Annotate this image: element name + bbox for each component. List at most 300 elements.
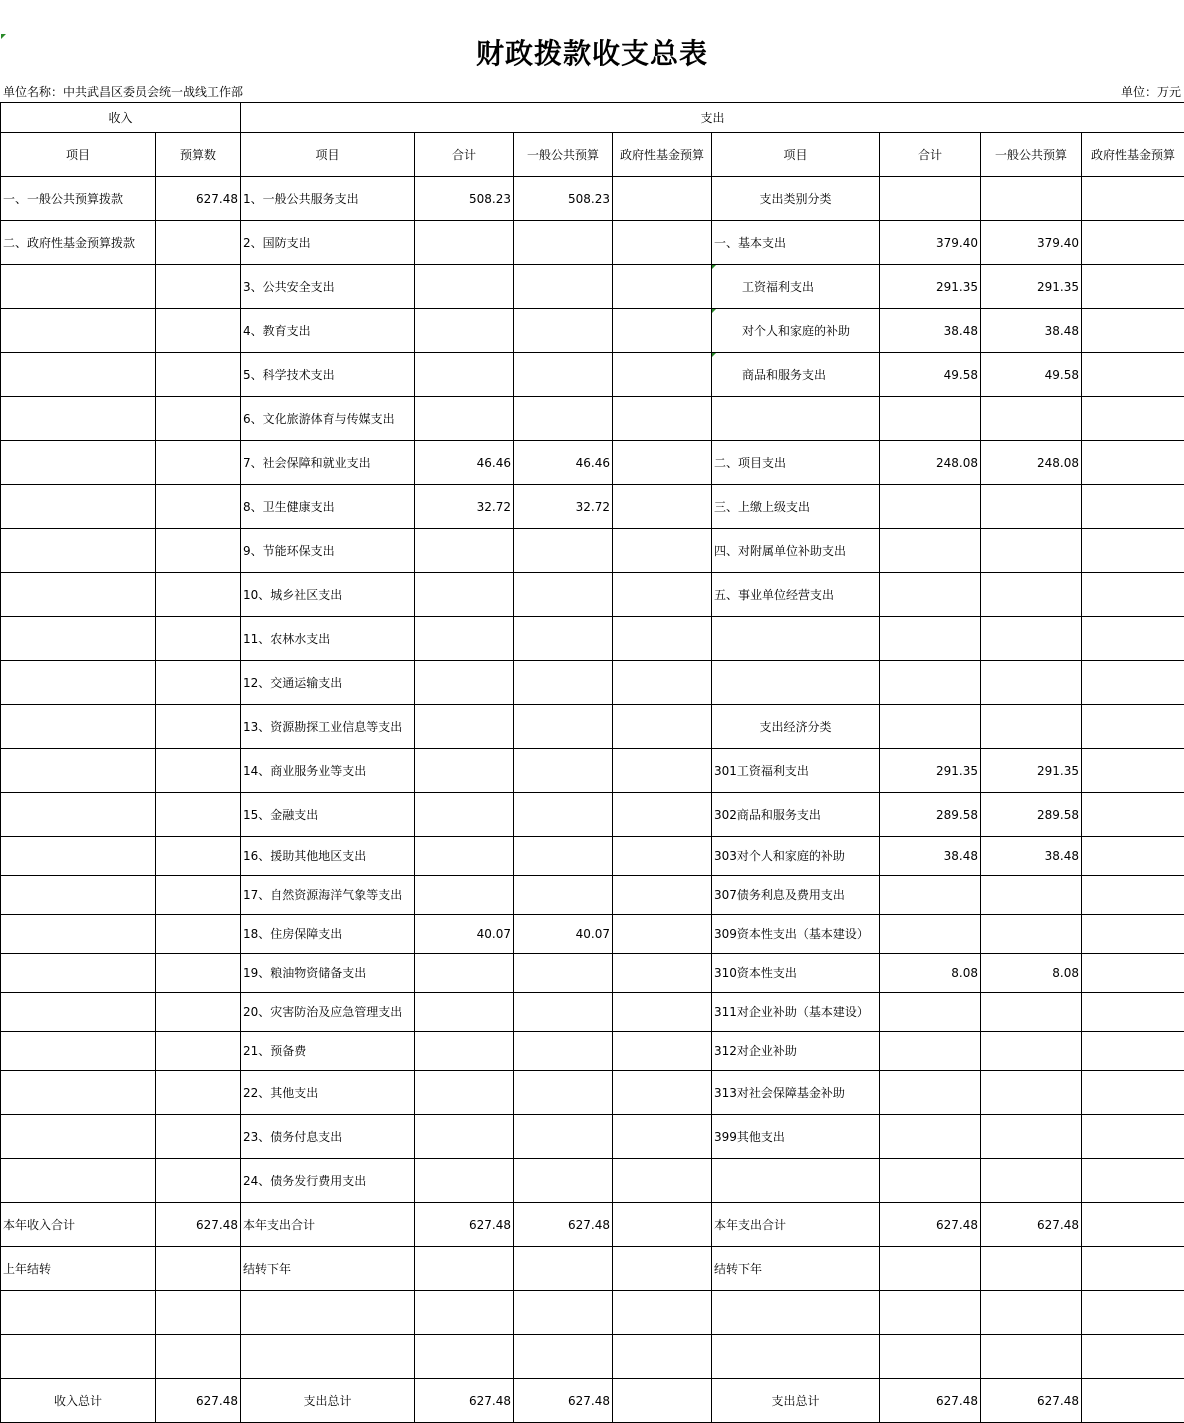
cell-marker-icon [712, 353, 716, 357]
class-fund-header: 政府性基金预算 [1082, 133, 1184, 177]
income-budget-cell [156, 1247, 241, 1291]
expense-total-cell [415, 573, 514, 617]
class-fund-cell [1082, 915, 1184, 954]
income-budget-cell [156, 749, 241, 793]
income-item-cell: 收入总计 [1, 1379, 156, 1423]
income-budget-cell: 627.48 [156, 1379, 241, 1423]
income-item-cell [1, 1032, 156, 1071]
class-total-cell: 38.48 [880, 309, 981, 353]
class-item-cell: 309资本性支出（基本建设） [712, 915, 880, 954]
class-general-cell [981, 993, 1082, 1032]
class-fund-cell [1082, 1335, 1184, 1379]
expense-total-cell [415, 1115, 514, 1159]
class-fund-cell [1082, 1115, 1184, 1159]
income-budget-cell [156, 397, 241, 441]
expense-total-cell: 40.07 [415, 915, 514, 954]
class-general-cell [981, 705, 1082, 749]
table-row [1, 1335, 1184, 1379]
class-general-cell: 8.08 [981, 954, 1082, 993]
class-item-cell: 二、项目支出 [712, 441, 880, 485]
income-item-cell [1, 529, 156, 573]
class-fund-cell [1082, 221, 1184, 265]
expense-item-cell: 22、其他支出 [241, 1071, 415, 1115]
expense-total-cell [415, 661, 514, 705]
class-total-cell [880, 529, 981, 573]
class-total-cell [880, 1032, 981, 1071]
income-header: 收入 [1, 103, 241, 133]
expense-fund-cell [613, 661, 712, 705]
expense-item-cell: 6、文化旅游体育与传媒支出 [241, 397, 415, 441]
expense-general-cell [514, 1291, 613, 1335]
income-budget-cell [156, 1159, 241, 1203]
table-row [1, 397, 1184, 441]
expense-fund-header: 政府性基金预算 [613, 133, 712, 177]
class-total-cell: 248.08 [880, 441, 981, 485]
income-item-cell [1, 573, 156, 617]
expense-general-cell [514, 353, 613, 397]
class-total-cell [880, 1247, 981, 1291]
class-total-cell: 38.48 [880, 837, 981, 876]
expense-general-cell [514, 1247, 613, 1291]
expense-total-cell: 627.48 [415, 1203, 514, 1247]
class-item-cell [712, 617, 880, 661]
expense-total-cell [415, 617, 514, 661]
class-total-cell [880, 876, 981, 915]
class-general-cell [981, 177, 1082, 221]
expense-item-cell: 13、资源勘探工业信息等支出 [241, 705, 415, 749]
class-general-cell [981, 485, 1082, 529]
class-general-cell [981, 1032, 1082, 1071]
class-item-cell: 一、基本支出 [712, 221, 880, 265]
class-general-cell [981, 1247, 1082, 1291]
class-general-cell [981, 573, 1082, 617]
expense-total-cell [415, 793, 514, 837]
income-budget-cell [156, 485, 241, 529]
table-row [1, 993, 1184, 1032]
expense-total-cell: 46.46 [415, 441, 514, 485]
expense-fund-cell [613, 1291, 712, 1335]
expense-total-cell [415, 353, 514, 397]
table-row [1, 837, 1184, 876]
class-fund-cell [1082, 353, 1184, 397]
expense-item-cell: 3、公共安全支出 [241, 265, 415, 309]
income-item-cell [1, 1291, 156, 1335]
expense-general-cell [514, 661, 613, 705]
class-total-cell [880, 1159, 981, 1203]
expense-item-cell: 10、城乡社区支出 [241, 573, 415, 617]
expense-fund-cell [613, 353, 712, 397]
class-total-cell [880, 1335, 981, 1379]
class-item-cell: 支出类别分类 [712, 177, 880, 221]
class-total-cell: 627.48 [880, 1379, 981, 1423]
expense-fund-cell [613, 529, 712, 573]
expense-total-cell [415, 529, 514, 573]
income-item-cell [1, 837, 156, 876]
table-row [1, 1291, 1184, 1335]
expense-general-cell [514, 993, 613, 1032]
cell-marker-icon [712, 309, 716, 313]
class-total-cell [880, 397, 981, 441]
unit-name-label: 单位名称：中共武昌区委员会统一战线工作部 [3, 83, 243, 101]
income-budget-cell [156, 265, 241, 309]
class-item-cell: 五、事业单位经营支出 [712, 573, 880, 617]
income-item-cell [1, 1335, 156, 1379]
expense-general-cell [514, 617, 613, 661]
class-item-cell [712, 1335, 880, 1379]
expense-fund-cell [613, 1115, 712, 1159]
income-budget-cell [156, 617, 241, 661]
class-general-cell: 291.35 [981, 749, 1082, 793]
class-item-cell: 三、上缴上级支出 [712, 485, 880, 529]
expense-fund-cell [613, 954, 712, 993]
class-total-cell [880, 915, 981, 954]
expense-total-cell [415, 876, 514, 915]
income-item-cell: 二、政府性基金预算拨款 [1, 221, 156, 265]
class-general-cell [981, 1291, 1082, 1335]
class-item-cell: 303对个人和家庭的补助 [712, 837, 880, 876]
expense-fund-cell [613, 1247, 712, 1291]
income-item-cell [1, 705, 156, 749]
class-general-cell [981, 1071, 1082, 1115]
class-general-cell: 289.58 [981, 793, 1082, 837]
income-budget-cell [156, 876, 241, 915]
table-row [1, 915, 1184, 954]
table-row [1, 353, 1184, 397]
expense-general-cell [514, 1159, 613, 1203]
income-budget-cell [156, 529, 241, 573]
expense-total-cell: 32.72 [415, 485, 514, 529]
class-fund-cell [1082, 993, 1184, 1032]
income-item-cell [1, 353, 156, 397]
class-item-cell: 310资本性支出 [712, 954, 880, 993]
class-general-cell [981, 915, 1082, 954]
table-row [1, 954, 1184, 993]
expense-total-cell [415, 1335, 514, 1379]
expense-total-cell [415, 1071, 514, 1115]
table-row [1, 617, 1184, 661]
income-item-cell: 一、一般公共预算拨款 [1, 177, 156, 221]
unit-label: 单位：万元 [1121, 83, 1181, 101]
class-fund-cell [1082, 1379, 1184, 1423]
expense-item-cell: 4、教育支出 [241, 309, 415, 353]
class-item-cell: 支出经济分类 [712, 705, 880, 749]
table-row [1, 221, 1184, 265]
class-fund-cell [1082, 397, 1184, 441]
class-general-cell: 379.40 [981, 221, 1082, 265]
income-budget-cell [156, 1071, 241, 1115]
class-total-cell [880, 485, 981, 529]
class-item-cell [712, 397, 880, 441]
expense-item-header: 项目 [241, 133, 415, 177]
table-row [1, 793, 1184, 837]
expense-general-cell [514, 221, 613, 265]
class-fund-cell [1082, 529, 1184, 573]
table-row [1, 1379, 1184, 1423]
table-row [1, 661, 1184, 705]
income-item-cell: 上年结转 [1, 1247, 156, 1291]
expense-fund-cell [613, 441, 712, 485]
expense-fund-cell [613, 1379, 712, 1423]
class-general-cell: 627.48 [981, 1379, 1082, 1423]
income-budget-cell [156, 1335, 241, 1379]
class-fund-cell [1082, 661, 1184, 705]
income-item-header: 项目 [1, 133, 156, 177]
expense-fund-cell [613, 485, 712, 529]
expense-item-cell: 1、一般公共服务支出 [241, 177, 415, 221]
class-general-cell: 248.08 [981, 441, 1082, 485]
expense-general-cell: 627.48 [514, 1203, 613, 1247]
class-total-cell [880, 993, 981, 1032]
income-item-cell [1, 793, 156, 837]
class-general-cell [981, 876, 1082, 915]
expense-item-cell: 18、住房保障支出 [241, 915, 415, 954]
expense-item-cell: 支出总计 [241, 1379, 415, 1423]
class-fund-cell [1082, 573, 1184, 617]
expense-fund-cell [613, 793, 712, 837]
class-item-cell [712, 1159, 880, 1203]
expense-item-cell: 2、国防支出 [241, 221, 415, 265]
class-item-cell: 结转下年 [712, 1247, 880, 1291]
income-item-cell [1, 1115, 156, 1159]
income-budget-header: 预算数 [156, 133, 241, 177]
class-general-cell: 38.48 [981, 309, 1082, 353]
class-item-cell: 307债务利息及费用支出 [712, 876, 880, 915]
class-item-cell: 313对社会保障基金补助 [712, 1071, 880, 1115]
table-row [1, 573, 1184, 617]
table-row [1, 309, 1184, 353]
class-item-cell: 四、对附属单位补助支出 [712, 529, 880, 573]
expense-fund-cell [613, 1159, 712, 1203]
income-item-cell [1, 485, 156, 529]
expense-item-cell: 9、节能环保支出 [241, 529, 415, 573]
class-general-cell [981, 661, 1082, 705]
expense-header: 支出 [241, 103, 1184, 133]
column-header-row [1, 133, 1184, 177]
table-row [1, 177, 1184, 221]
expense-total-cell: 627.48 [415, 1379, 514, 1423]
class-fund-cell [1082, 1159, 1184, 1203]
class-total-header: 合计 [880, 133, 981, 177]
class-general-cell: 49.58 [981, 353, 1082, 397]
expense-item-cell: 16、援助其他地区支出 [241, 837, 415, 876]
expense-fund-cell [613, 915, 712, 954]
class-total-cell [880, 705, 981, 749]
table-row [1, 876, 1184, 915]
expense-item-cell: 17、自然资源海洋气象等支出 [241, 876, 415, 915]
class-general-cell [981, 617, 1082, 661]
table-row [1, 1247, 1184, 1291]
class-general-cell: 291.35 [981, 265, 1082, 309]
class-total-cell [880, 617, 981, 661]
expense-fund-cell [613, 309, 712, 353]
income-item-cell [1, 617, 156, 661]
income-item-cell [1, 749, 156, 793]
expense-total-cell [415, 265, 514, 309]
class-total-cell [880, 1291, 981, 1335]
expense-general-cell [514, 705, 613, 749]
expense-fund-cell [613, 221, 712, 265]
expense-item-cell [241, 1335, 415, 1379]
expense-fund-cell [613, 1203, 712, 1247]
expense-item-cell: 8、卫生健康支出 [241, 485, 415, 529]
class-total-cell: 289.58 [880, 793, 981, 837]
expense-general-cell [514, 1071, 613, 1115]
class-general-cell [981, 1335, 1082, 1379]
class-total-cell: 291.35 [880, 749, 981, 793]
class-fund-cell [1082, 441, 1184, 485]
table-row [1, 1032, 1184, 1071]
expense-fund-cell [613, 573, 712, 617]
income-item-cell [1, 993, 156, 1032]
income-item-cell: 本年收入合计 [1, 1203, 156, 1247]
section-header-row [1, 103, 1184, 133]
class-total-cell: 8.08 [880, 954, 981, 993]
class-general-cell [981, 529, 1082, 573]
class-total-cell [880, 177, 981, 221]
table-row [1, 705, 1184, 749]
expense-fund-cell [613, 265, 712, 309]
class-item-header: 项目 [712, 133, 880, 177]
expense-total-cell [415, 397, 514, 441]
income-item-cell [1, 915, 156, 954]
expense-item-cell: 本年支出合计 [241, 1203, 415, 1247]
table-row [1, 1203, 1184, 1247]
class-total-cell: 379.40 [880, 221, 981, 265]
expense-general-cell [514, 265, 613, 309]
expense-fund-cell [613, 1335, 712, 1379]
expense-general-cell: 627.48 [514, 1379, 613, 1423]
class-item-cell: 支出总计 [712, 1379, 880, 1423]
class-item-cell: 工资福利支出 [712, 265, 880, 309]
expense-general-cell [514, 529, 613, 573]
class-item-cell: 本年支出合计 [712, 1203, 880, 1247]
class-general-cell [981, 1159, 1082, 1203]
expense-general-cell [514, 1115, 613, 1159]
class-fund-cell [1082, 309, 1184, 353]
class-total-cell [880, 1071, 981, 1115]
expense-item-cell: 20、灾害防治及应急管理支出 [241, 993, 415, 1032]
class-general-cell: 38.48 [981, 837, 1082, 876]
class-total-cell [880, 573, 981, 617]
expense-fund-cell [613, 876, 712, 915]
expense-total-cell [415, 221, 514, 265]
expense-fund-cell [613, 1071, 712, 1115]
income-budget-cell [156, 1291, 241, 1335]
expense-fund-cell [613, 1032, 712, 1071]
expense-fund-cell [613, 705, 712, 749]
class-general-header: 一般公共预算 [981, 133, 1082, 177]
income-budget-cell [156, 353, 241, 397]
page-title: 财政拨款收支总表 [0, 34, 1184, 74]
expense-item-cell: 11、农林水支出 [241, 617, 415, 661]
expense-general-cell [514, 749, 613, 793]
table-row [1, 529, 1184, 573]
income-budget-cell [156, 1115, 241, 1159]
table-row [1, 485, 1184, 529]
expense-general-cell [514, 793, 613, 837]
expense-fund-cell [613, 993, 712, 1032]
income-budget-cell [156, 793, 241, 837]
expense-total-cell [415, 749, 514, 793]
class-fund-cell [1082, 617, 1184, 661]
class-general-cell: 627.48 [981, 1203, 1082, 1247]
class-fund-cell [1082, 1032, 1184, 1071]
expense-item-cell [241, 1291, 415, 1335]
expense-item-cell: 7、社会保障和就业支出 [241, 441, 415, 485]
expense-total-cell [415, 1032, 514, 1071]
expense-total-cell [415, 954, 514, 993]
cell-marker-icon [712, 265, 716, 269]
class-fund-cell [1082, 177, 1184, 221]
expense-total-cell [415, 993, 514, 1032]
expense-item-cell: 21、预备费 [241, 1032, 415, 1071]
income-item-cell [1, 441, 156, 485]
income-budget-cell: 627.48 [156, 1203, 241, 1247]
expense-general-cell [514, 1335, 613, 1379]
income-item-cell [1, 876, 156, 915]
class-item-cell [712, 661, 880, 705]
expense-general-cell [514, 837, 613, 876]
class-item-cell: 商品和服务支出 [712, 353, 880, 397]
expense-fund-cell [613, 617, 712, 661]
class-item-cell: 对个人和家庭的补助 [712, 309, 880, 353]
income-budget-cell [156, 221, 241, 265]
expense-total-cell: 508.23 [415, 177, 514, 221]
expense-general-cell: 40.07 [514, 915, 613, 954]
income-budget-cell [156, 954, 241, 993]
expense-item-cell: 23、债务付息支出 [241, 1115, 415, 1159]
income-budget-cell [156, 661, 241, 705]
table-row [1, 441, 1184, 485]
expense-item-cell: 24、债务发行费用支出 [241, 1159, 415, 1203]
class-total-cell: 291.35 [880, 265, 981, 309]
income-budget-cell [156, 1032, 241, 1071]
income-budget-cell [156, 705, 241, 749]
expense-general-cell: 32.72 [514, 485, 613, 529]
expense-total-cell [415, 1291, 514, 1335]
class-item-cell [712, 1291, 880, 1335]
class-fund-cell [1082, 705, 1184, 749]
expense-item-cell: 结转下年 [241, 1247, 415, 1291]
class-general-cell [981, 397, 1082, 441]
expense-general-header: 一般公共预算 [514, 133, 613, 177]
income-budget-cell [156, 573, 241, 617]
expense-item-cell: 15、金融支出 [241, 793, 415, 837]
income-budget-cell [156, 915, 241, 954]
table-row [1, 1159, 1184, 1203]
class-total-cell: 627.48 [880, 1203, 981, 1247]
expense-item-cell: 12、交通运输支出 [241, 661, 415, 705]
expense-general-cell [514, 876, 613, 915]
expense-item-cell: 5、科学技术支出 [241, 353, 415, 397]
class-total-cell: 49.58 [880, 353, 981, 397]
expense-total-header: 合计 [415, 133, 514, 177]
class-fund-cell [1082, 876, 1184, 915]
expense-item-cell: 14、商业服务业等支出 [241, 749, 415, 793]
class-fund-cell [1082, 1071, 1184, 1115]
expense-total-cell [415, 1247, 514, 1291]
table-row [1, 749, 1184, 793]
income-budget-cell: 627.48 [156, 177, 241, 221]
class-fund-cell [1082, 837, 1184, 876]
expense-total-cell [415, 705, 514, 749]
class-fund-cell [1082, 265, 1184, 309]
class-item-cell: 312对企业补助 [712, 1032, 880, 1071]
expense-general-cell [514, 1032, 613, 1071]
expense-total-cell [415, 1159, 514, 1203]
expense-fund-cell [613, 177, 712, 221]
class-item-cell: 301工资福利支出 [712, 749, 880, 793]
